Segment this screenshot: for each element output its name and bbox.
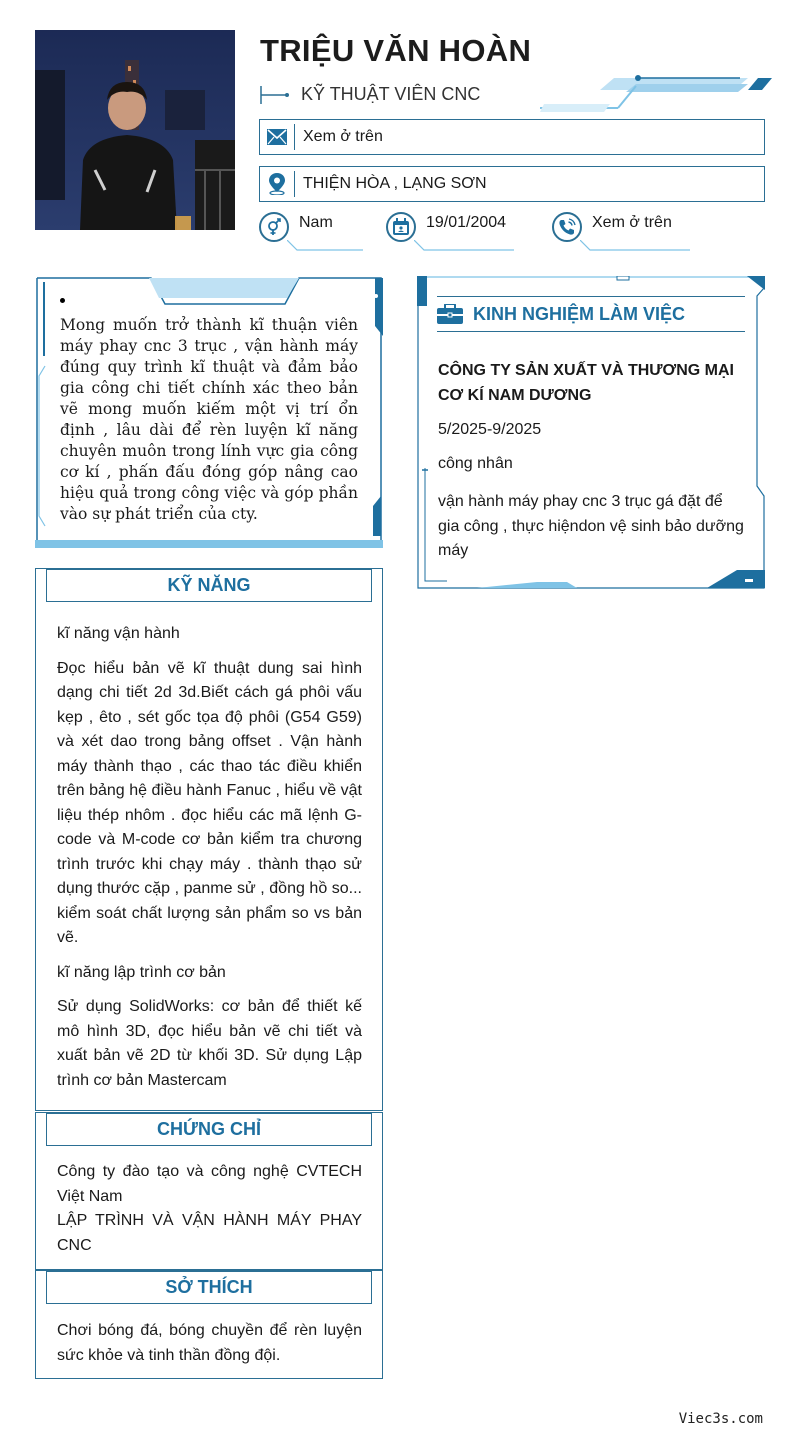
birthday-underline xyxy=(414,240,524,252)
experience-header xyxy=(437,296,745,332)
profile-photo-image xyxy=(35,30,235,230)
email-value: Xem ở trên xyxy=(303,128,383,145)
phone-icon xyxy=(552,212,582,242)
objective-bullet xyxy=(60,298,65,303)
certificate-name: LẬP TRÌNH VÀ VẬN HÀNH MÁY PHAY CNC xyxy=(57,1212,362,1254)
profile-photo xyxy=(35,30,235,230)
phone-underline xyxy=(580,240,690,252)
job-title: KỸ THUẬT VIÊN CNC xyxy=(301,84,481,104)
skills-section xyxy=(35,568,383,1111)
experience-company: CÔNG TY SẢN XUẤT VÀ THƯƠNG MẠI CƠ KÍ NAM DƯƠNG xyxy=(438,362,734,404)
skill-item: Đọc hiểu bản vẽ kĩ thuật dung sai hình dạng chi tiết 2d 3d.Biết cách gá phôi vấu kẹp , êto , sét gốc tọa độ phôi (G54 G59) và xét dao trong bảng offset . Vận hành máy thành thạo , các thao tác điều khiển trên bảng hệ điều hành Fanuc , hiểu về vật liệu thép nhôm . đọc hiểu các mã lệnh G-code và M-code cơ bản kiểm tra chương trình trước khi chạy máy . thành thạo sử dụng thước cặp , panme sử , đồng hồ so... kiểm soát chất lượng sản phẩm so vs bản vẽ. xyxy=(57,659,362,946)
hobbies-title: SỞ THÍCH xyxy=(46,1271,372,1304)
certificates-section xyxy=(35,1112,383,1270)
experience-description: vận hành máy phay cnc 3 trục gá đặt để gia công , thực hiệndon vệ sinh bảo dưỡng máy xyxy=(438,493,744,559)
experience-period: 5/2025-9/2025 xyxy=(438,421,542,438)
hobbies-section xyxy=(35,1270,383,1379)
email-row xyxy=(259,119,765,155)
watermark: Viec3s.com xyxy=(678,1411,763,1427)
certificate-issuer: Công ty đào tạo và công nghệ CVTECH Việt Nam xyxy=(57,1163,362,1205)
phone-item xyxy=(552,210,702,252)
hobbies-text: Chơi bóng đá, bóng chuyền để rèn luyện sức khỏe và tinh thần đồng đội. xyxy=(57,1322,362,1364)
briefcase-icon xyxy=(437,304,463,324)
certificates-body xyxy=(57,1160,362,1258)
header-circuit-decoration xyxy=(540,74,772,116)
envelope-icon xyxy=(260,120,294,154)
location-pin-icon xyxy=(260,167,294,201)
objective-text: Mong muốn trở thành kĩ thuận viên máy phay cnc 3 trục , vận hành máy đúng quy trình kĩ thuật và đảm bảo gia công chi tiết chính xác theo bản vẽ mong muốn kiếm một vị trí ổn định , lâu dài để rèn luyện kĩ năng chuyên muôn trong lính vực gia công cơ kí , phấn đấu đóng góp nâng cao hiệu quả trong công việc và góp phần vào sự phát triển của cty. xyxy=(60,316,358,523)
skill-item: kĩ năng lập trình cơ bản xyxy=(57,963,226,981)
experience-role: công nhân xyxy=(438,455,513,472)
gender-icon xyxy=(259,212,289,242)
gender-value: Nam xyxy=(299,214,333,231)
birthday-value: 19/01/2004 xyxy=(426,214,507,231)
skill-item: kĩ năng vận hành xyxy=(57,625,180,642)
job-title-decoration xyxy=(260,86,290,104)
address-row xyxy=(259,166,765,202)
birthday-item xyxy=(386,210,526,252)
experience-title: KINH NGHIỆM LÀM VIỆC xyxy=(473,303,686,324)
gender-underline xyxy=(287,240,397,252)
skill-item: Sử dụng SolidWorks: cơ bản để thiết kế mô hình 3D, đọc hiểu bản vẽ chi tiết và xuất bản vẽ 2D từ khối 3D. Sử dụng Lập trình cơ bản Mastercam xyxy=(57,998,362,1089)
skills-body xyxy=(57,622,362,1103)
gender-item xyxy=(259,210,369,252)
candidate-name: TRIỆU VĂN HOÀN xyxy=(260,33,532,68)
certificates-title: CHỨNG CHỈ xyxy=(46,1113,372,1146)
address-value: THIỆN HÒA , LẠNG SƠN xyxy=(303,175,487,192)
skills-title: KỸ NĂNG xyxy=(46,569,372,602)
phone-value: Xem ở trên xyxy=(592,214,672,231)
calendar-icon xyxy=(386,212,416,242)
